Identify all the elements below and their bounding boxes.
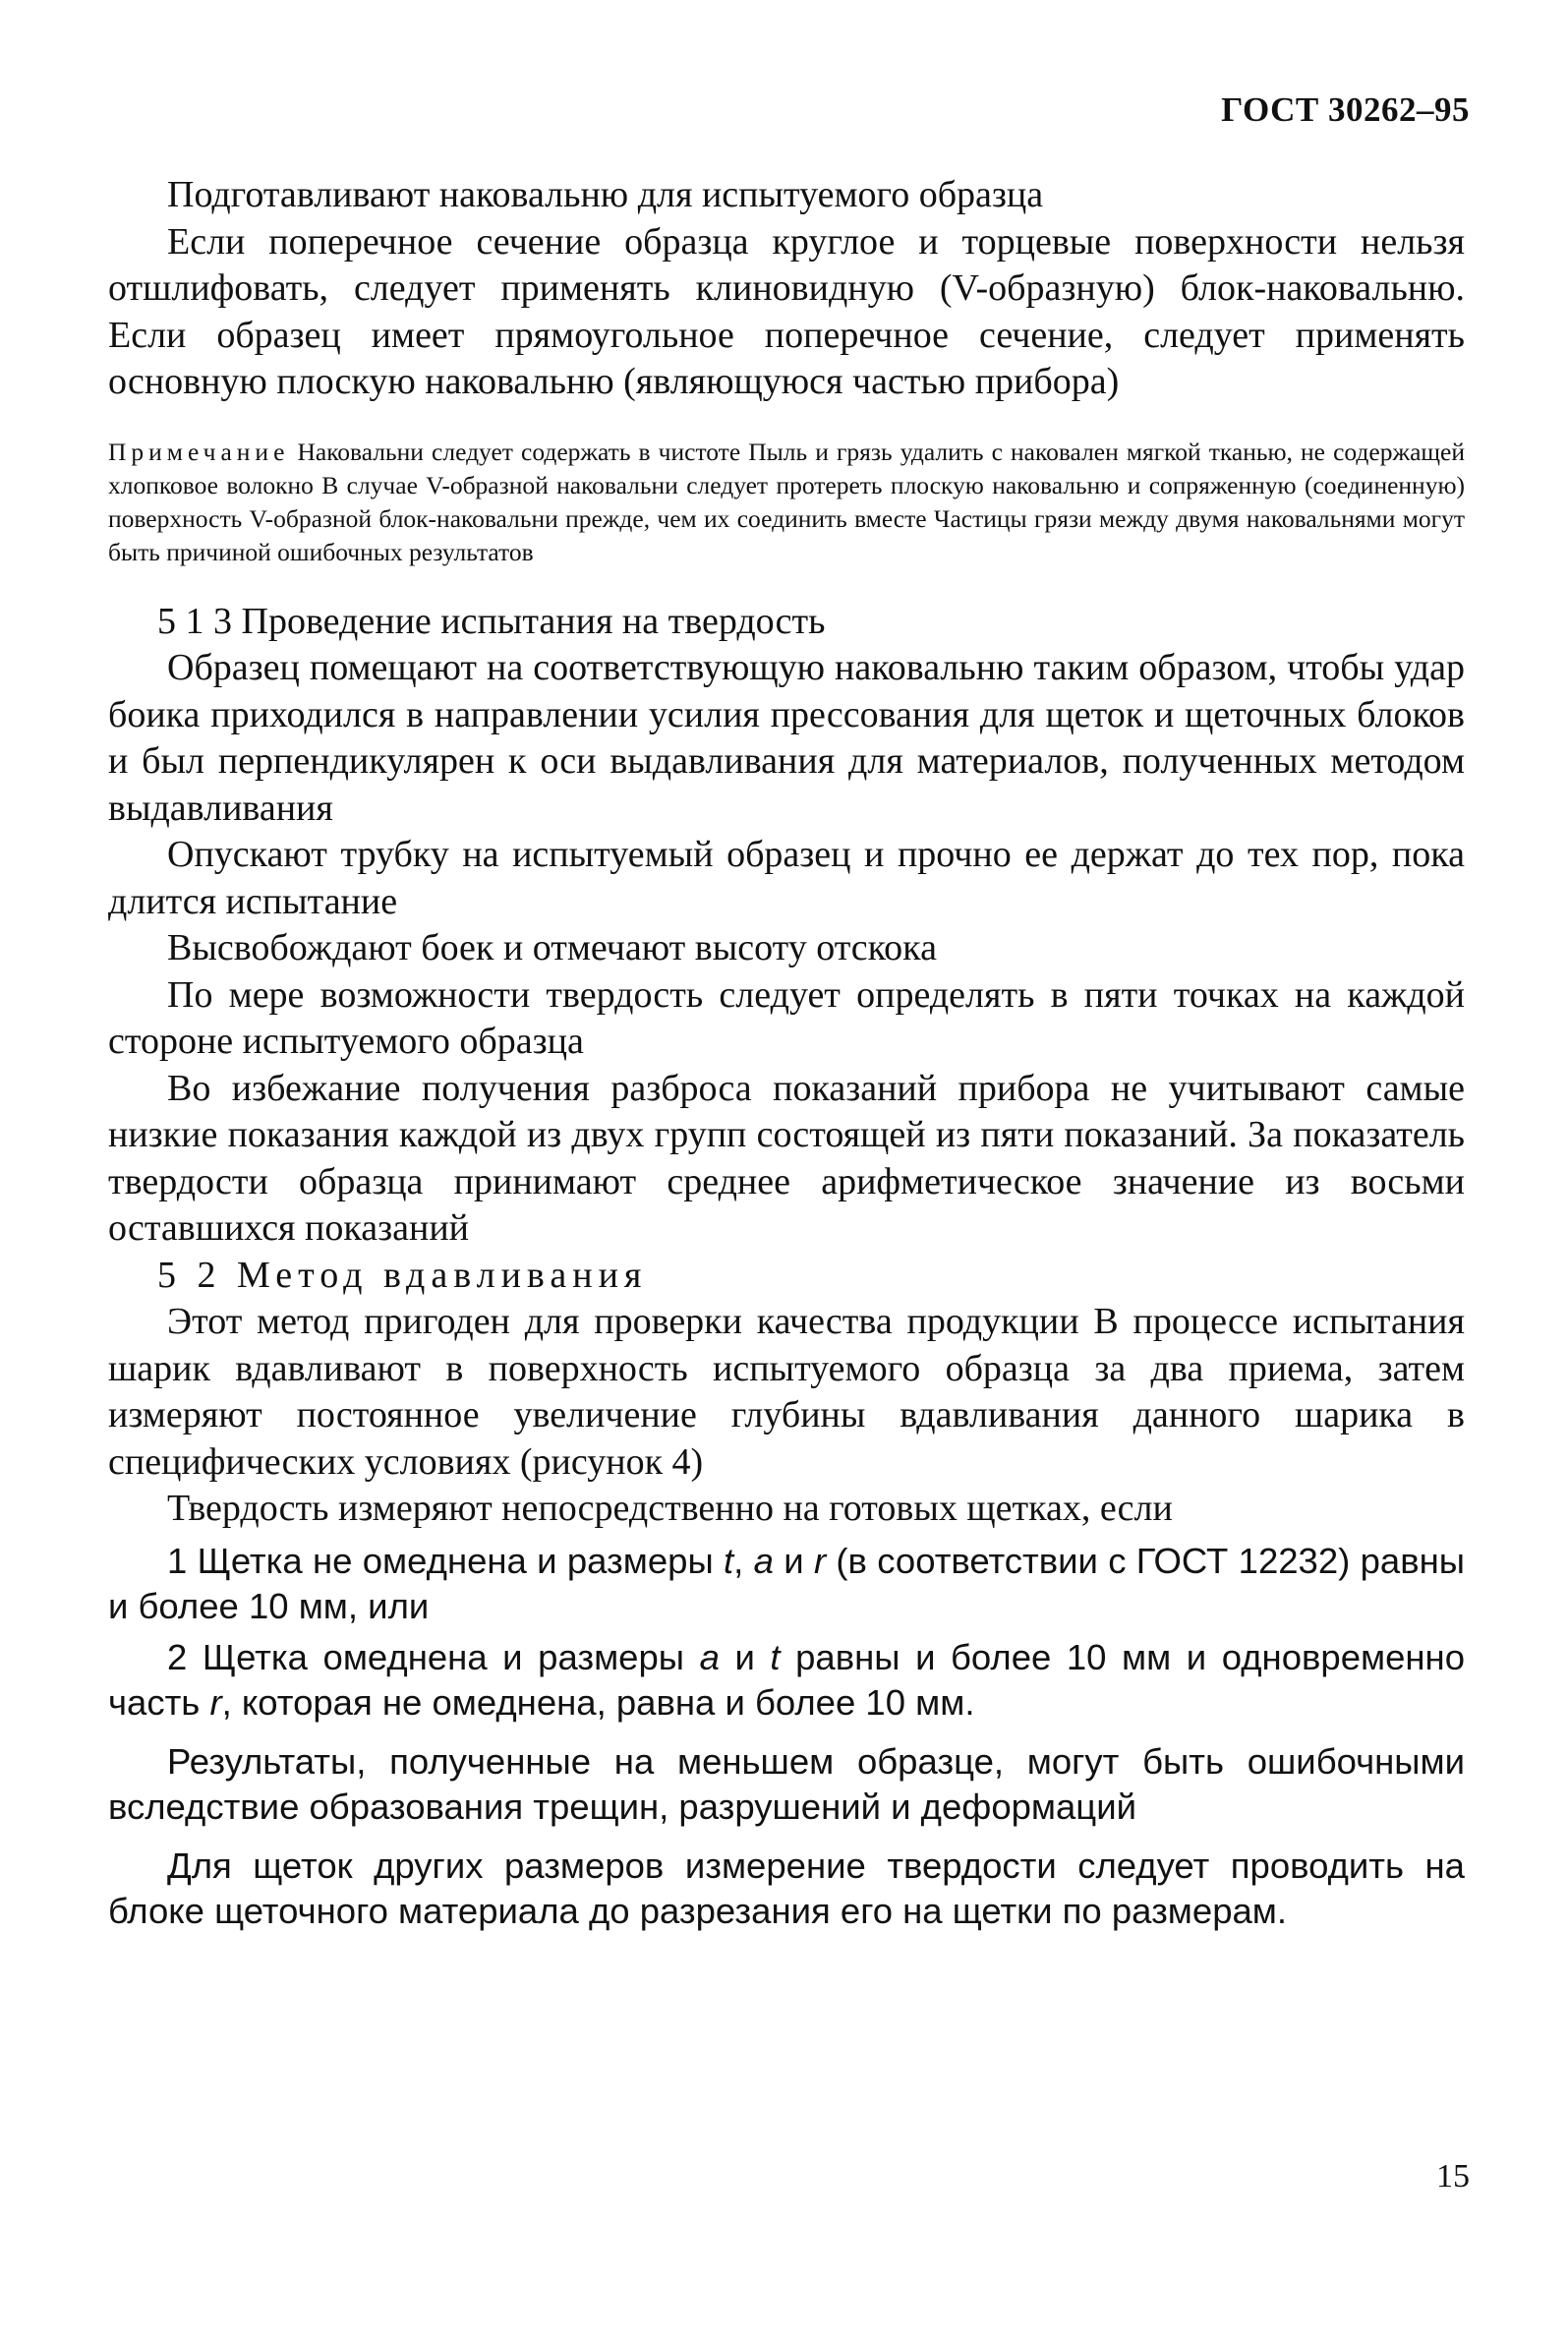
- paragraph-release-striker: Высвобождают боек и отмечают высоту отскока: [167, 927, 937, 968]
- list-item-2-var-1: a: [699, 1636, 720, 1677]
- note-block: [108, 436, 1465, 569]
- page-body: [108, 172, 1465, 1934]
- list-item-1-text-c: и: [773, 1540, 814, 1581]
- page-number: 15: [1436, 2158, 1470, 2195]
- paragraph-anvil-choice: Если поперечное сечение образца круглое и торцевые поверхности нельзя отшлифовать, следует применять клиновидную (V-образную) блок-наковальню. Если образец имеет прямоугольное поперечное сечение, следует применять основную плоскую наковальню (являющуюся частью прибора): [108, 220, 1465, 402]
- paragraph-other-sizes: Для щеток других размеров измерение твердости следует проводить на блоке щеточного материала до разрезания его на щетки по размерам.: [108, 1845, 1465, 1931]
- list-item-1-text-a: 1 Щетка не омеднена и размеры: [167, 1540, 725, 1581]
- paragraph-averaging: Во избежание получения разброса показаний прибора не учитывают самые низкие показания каждой из двух групп состоящей из пяти показаний. За показатель твердости образца принимают среднее арифметическое значение из восьми оставшихся показаний: [108, 1067, 1465, 1249]
- list-item-1: [108, 1539, 1465, 1629]
- section-5-1-3-heading: 5 1 3 Проведение испытания на твердость: [157, 600, 826, 642]
- paragraph-prepare-anvil: Подготавливают наковальню для испытуемого образца: [167, 174, 1044, 215]
- section-5-2-heading: 5 2 Метод вдавливания: [157, 1254, 648, 1296]
- paragraph-measure-on-brushes: Твердость измеряют непосредственно на готовых щетках, если: [167, 1488, 1173, 1529]
- list-item-1-var-1: t: [724, 1540, 734, 1581]
- paragraph-sample-placement: Образец помещают на соответствующую наковальню таким образом, чтобы удар боика приходился в направлении усилия прессования для щеток и щеточных блоков и был перпендикулярен к оси выдавливания для материалов, полученных методом выдавливания: [108, 647, 1465, 829]
- note-label: Примечание: [108, 437, 290, 466]
- list-item-2-var-3: r: [209, 1681, 222, 1723]
- note-text: Наковальни следует содержать в чистоте Пыль и грязь удалить с наковален мягкой тканью, не содержащей хлопковое волокно В случае V-образной наковальни следует протереть плоскую наковальню и сопряженную (соединенную) поверхность V-образной блок-наковальни прежде, чем их соединить вместе Частицы грязи между двумя наковальнями могут быть причиной ошибочных результатов: [108, 437, 1465, 566]
- list-item-1-text-d: (в соответствии с ГОСТ 12232) равны и более 10 мм, или: [108, 1540, 1465, 1626]
- list-item-1-var-3: r: [813, 1540, 827, 1581]
- paragraph-smaller-sample-results: Результаты, полученные на меньшем образце, могут быть ошибочными вследствие образования трещин, разрушений и деформаций: [108, 1740, 1465, 1827]
- list-item-2-text-d: , которая не омеднена, равна и более 10 мм.: [221, 1681, 975, 1723]
- list-item-2-text-b: и: [719, 1636, 771, 1677]
- list-item-2-text-c: равны и более 10 мм и одновременно часть: [108, 1636, 1466, 1723]
- list-item-2-text-a: 2 Щетка омеднена и размеры: [167, 1636, 700, 1677]
- list-item-2: [108, 1635, 1465, 1726]
- standard-code-header: ГОСТ 30262–95: [1221, 90, 1470, 129]
- list-item-1-var-2: a: [753, 1540, 774, 1581]
- list-item-1-text-b: ,: [733, 1540, 754, 1581]
- list-item-2-var-2: t: [770, 1636, 781, 1677]
- paragraph-indentation-method: Этот метод пригоден для проверки качества продукции В процессе испытания шарик вдавливают в поверхность испытуемого образца за два приема, затем измеряют постоянное увеличение глубины вдавливания данного шарика в специфических условиях (рисунок 4): [108, 1301, 1465, 1483]
- paragraph-five-points: По мере возможности твердость следует определять в пяти точках на каждой стороне испытуемого образца: [108, 973, 1465, 1062]
- paragraph-lower-tube: Опускают трубку на испытуемый образец и прочно ее держат до тех пор, пока длится испытание: [108, 834, 1465, 922]
